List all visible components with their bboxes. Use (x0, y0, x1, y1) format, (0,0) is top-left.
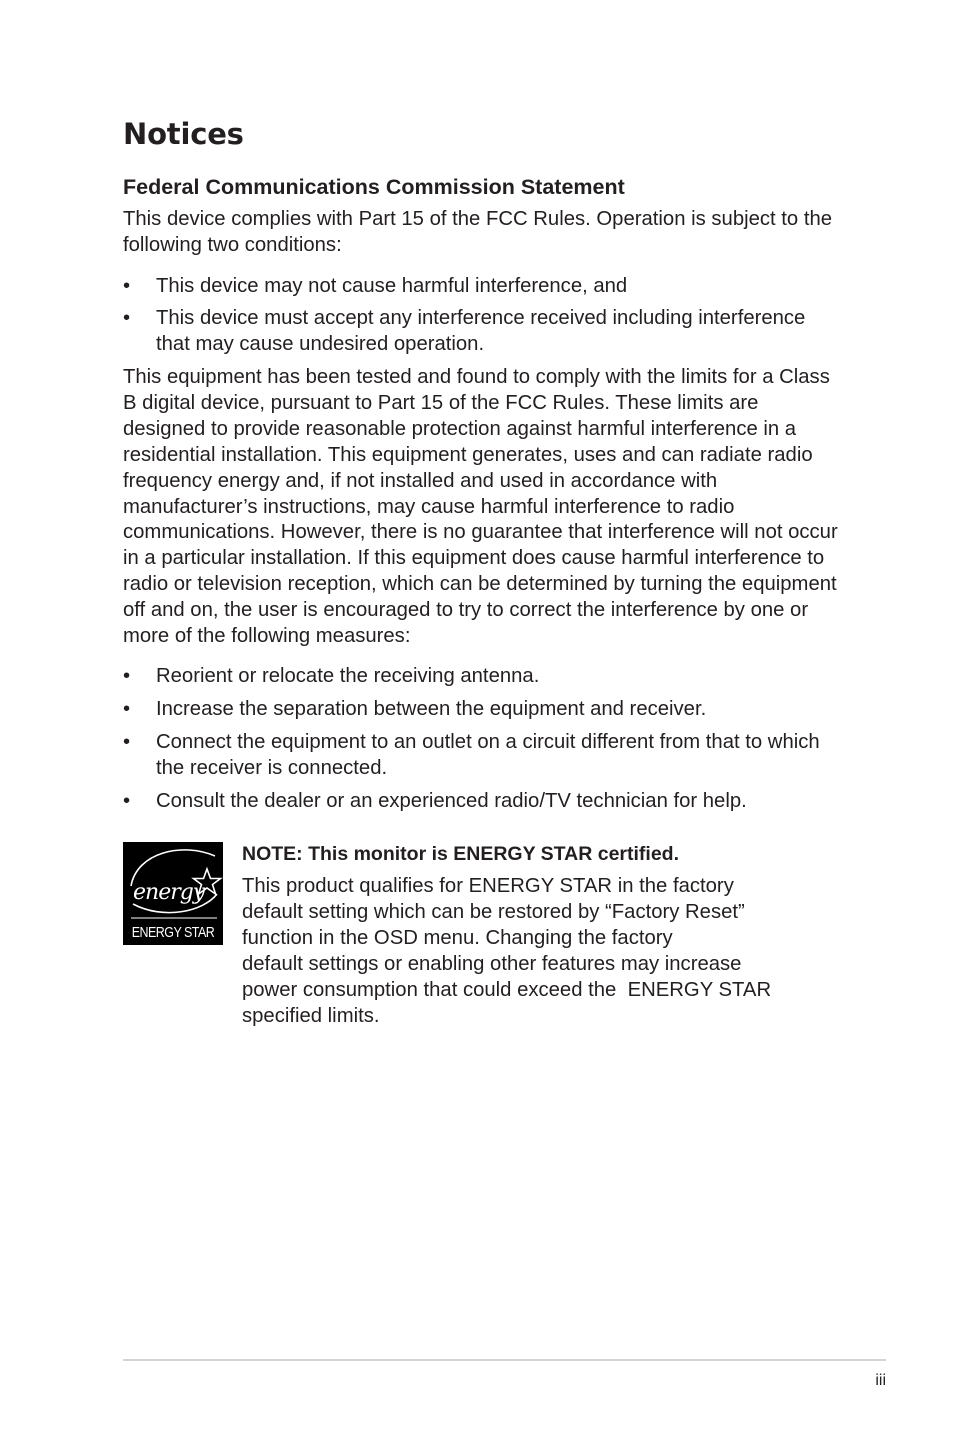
measure-text: Connect the equipment to an outlet on a circuit different from that to which the receiver is connected. (156, 730, 820, 779)
list-item (123, 664, 843, 690)
conditions-list (123, 274, 843, 358)
fcc-heading: Federal Communications Commission Statement (123, 175, 625, 199)
fcc-body: This equipment has been tested and found to comply with the limits for a Class B digital device, pursuant to Part 15 of the FCC Rules. These limits are designed to provide reasonable protection against harmful interference in a residential installation. This equipment generates, uses and can radiate radio frequency energy and, if not installed and used in accordance with manufacturer’s instructions, may cause harmful interference to radio communications. However, there is no guarantee that interference will not occur in a particular installation. If this equipment does cause harmful interference to radio or television reception, which can be determined by turning the equipment off and on, the user is encouraged to try to correct the interference by one or more of the following measures: (123, 366, 838, 648)
measure-text: Reorient or relocate the receiving antenna. (156, 665, 540, 687)
list-item (123, 306, 843, 358)
energy-star-emblem-icon (123, 842, 223, 922)
bullet-marker: • (123, 730, 131, 753)
list-item (123, 697, 843, 723)
bullet-marker: • (123, 275, 131, 297)
page-title: Notices (123, 117, 244, 151)
bullet-marker: • (123, 306, 131, 329)
condition-text: This device must accept any interference received including interference that may cause undesired operation. (156, 306, 806, 355)
note-body (242, 874, 842, 1029)
footer-divider (123, 1359, 886, 1361)
list-item (123, 789, 843, 815)
energy-star-label: ENERGY STAR (131, 925, 215, 941)
note-line: This product qualifies for ENERGY STAR in the factory (242, 875, 734, 897)
bullet-marker: • (123, 697, 131, 720)
condition-text: This device may not cause harmful interference, and (156, 275, 628, 297)
measures-list (123, 664, 843, 815)
bullet-marker: • (123, 789, 131, 812)
measure-text: Increase the separation between the equipment and receiver. (156, 697, 707, 720)
fcc-intro: This device complies with Part 15 of the FCC Rules. Operation is subject to the following two conditions: (123, 208, 833, 256)
energy-script-text: energy (133, 880, 205, 905)
note-line: function in the OSD menu. Changing the factory (242, 926, 673, 949)
energy-star-logo (123, 842, 223, 945)
note-line: default settings or enabling other features may increase (242, 952, 742, 975)
measure-text: Consult the dealer or an experienced radio/TV technician for help. (156, 789, 747, 812)
note-line: specified limits. (242, 1004, 380, 1027)
note-line: power consumption that could exceed the ENERGY STAR (242, 978, 772, 1001)
bullet-marker: • (123, 665, 131, 687)
list-item (123, 274, 843, 300)
page-number: iii (875, 1372, 886, 1389)
list-item (123, 730, 843, 782)
note-line: default setting which can be restored by “Factory Reset” (242, 900, 745, 923)
note-heading: NOTE: This monitor is ENERGY STAR certified. (242, 843, 679, 865)
